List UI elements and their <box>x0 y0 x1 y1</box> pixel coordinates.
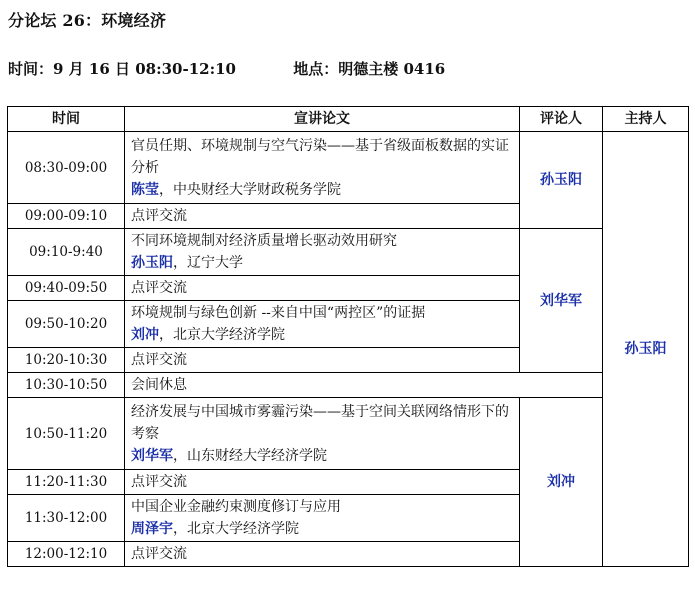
paper-author <box>131 518 513 540</box>
session-location: 地点：明德主楼 0416 <box>293 60 446 78</box>
author-affiliation: ，北京大学经济学院 <box>173 521 299 537</box>
author-affiliation: ，山东财经大学经济学院 <box>173 447 327 464</box>
paper-author <box>131 445 513 467</box>
column-header-host: 主持人 <box>603 107 689 132</box>
table-row <box>8 398 689 470</box>
table-row <box>8 229 689 276</box>
table-row <box>8 132 689 204</box>
discussion-cell: 点评交流 <box>125 204 520 229</box>
paper-author <box>131 252 513 274</box>
row-time: 09:10-9:40 <box>8 229 125 276</box>
column-header-time: 时间 <box>8 107 125 132</box>
author-affiliation: ，北京大学经济学院 <box>159 327 285 343</box>
table-row <box>8 373 689 398</box>
row-time: 11:20-11:30 <box>8 470 125 495</box>
page-title: 分论坛 26：环境经济 <box>8 11 167 30</box>
paper-author <box>131 179 513 201</box>
session-time: 时间：9 月 16 日 08:30-12:10 <box>8 60 236 78</box>
author-name: 刘冲 <box>131 327 159 343</box>
row-time: 12:00-12:10 <box>8 542 125 567</box>
author-name: 陈莹 <box>131 181 159 198</box>
host-cell: 孙玉阳 <box>603 132 689 567</box>
author-affiliation: ，中央财经大学财政税务学院 <box>159 181 341 198</box>
paper-title: 中国企业金融约束测度修订与应用 <box>131 499 341 515</box>
paper-cell <box>125 301 520 348</box>
paper-title: 环境规制与绿色创新 --来自中国“两控区”的证据 <box>131 305 426 321</box>
discussion-cell: 点评交流 <box>125 470 520 495</box>
paper-cell <box>125 132 520 204</box>
session-meta <box>8 58 445 79</box>
column-header-paper: 宣讲论文 <box>125 107 520 132</box>
paper-title: 经济发展与中国城市雾霾污染——基于空间关联网络情形下的考察 <box>131 403 509 442</box>
row-time: 08:30-09:00 <box>8 132 125 204</box>
row-time: 10:50-11:20 <box>8 398 125 470</box>
commenter-cell: 孙玉阳 <box>520 132 603 229</box>
author-name: 周泽宇 <box>131 521 173 537</box>
discussion-cell: 点评交流 <box>125 276 520 301</box>
discussion-cell: 点评交流 <box>125 348 520 373</box>
author-name: 孙玉阳 <box>131 255 173 271</box>
paper-cell <box>125 229 520 276</box>
paper-title: 不同环境规制对经济质量增长驱动效用研究 <box>131 233 397 249</box>
row-time: 09:50-10:20 <box>8 301 125 348</box>
column-header-commenter: 评论人 <box>520 107 603 132</box>
row-time: 10:20-10:30 <box>8 348 125 373</box>
paper-author <box>131 324 513 346</box>
schedule-table <box>7 106 689 567</box>
row-time: 09:00-09:10 <box>8 204 125 229</box>
author-affiliation: ，辽宁大学 <box>173 255 243 271</box>
author-name: 刘华军 <box>131 447 173 464</box>
commenter-cell: 刘华军 <box>520 229 603 373</box>
row-time: 11:30-12:00 <box>8 495 125 542</box>
row-time: 09:40-09:50 <box>8 276 125 301</box>
paper-cell <box>125 398 520 470</box>
table-header-row <box>8 107 689 132</box>
paper-cell <box>125 495 520 542</box>
commenter-cell: 刘冲 <box>520 398 603 567</box>
discussion-cell: 点评交流 <box>125 542 520 567</box>
paper-title: 官员任期、环境规制与空气污染——基于省级面板数据的实证分析 <box>131 137 509 176</box>
row-time: 10:30-10:50 <box>8 373 125 398</box>
break-cell: 会间休息 <box>125 373 603 398</box>
